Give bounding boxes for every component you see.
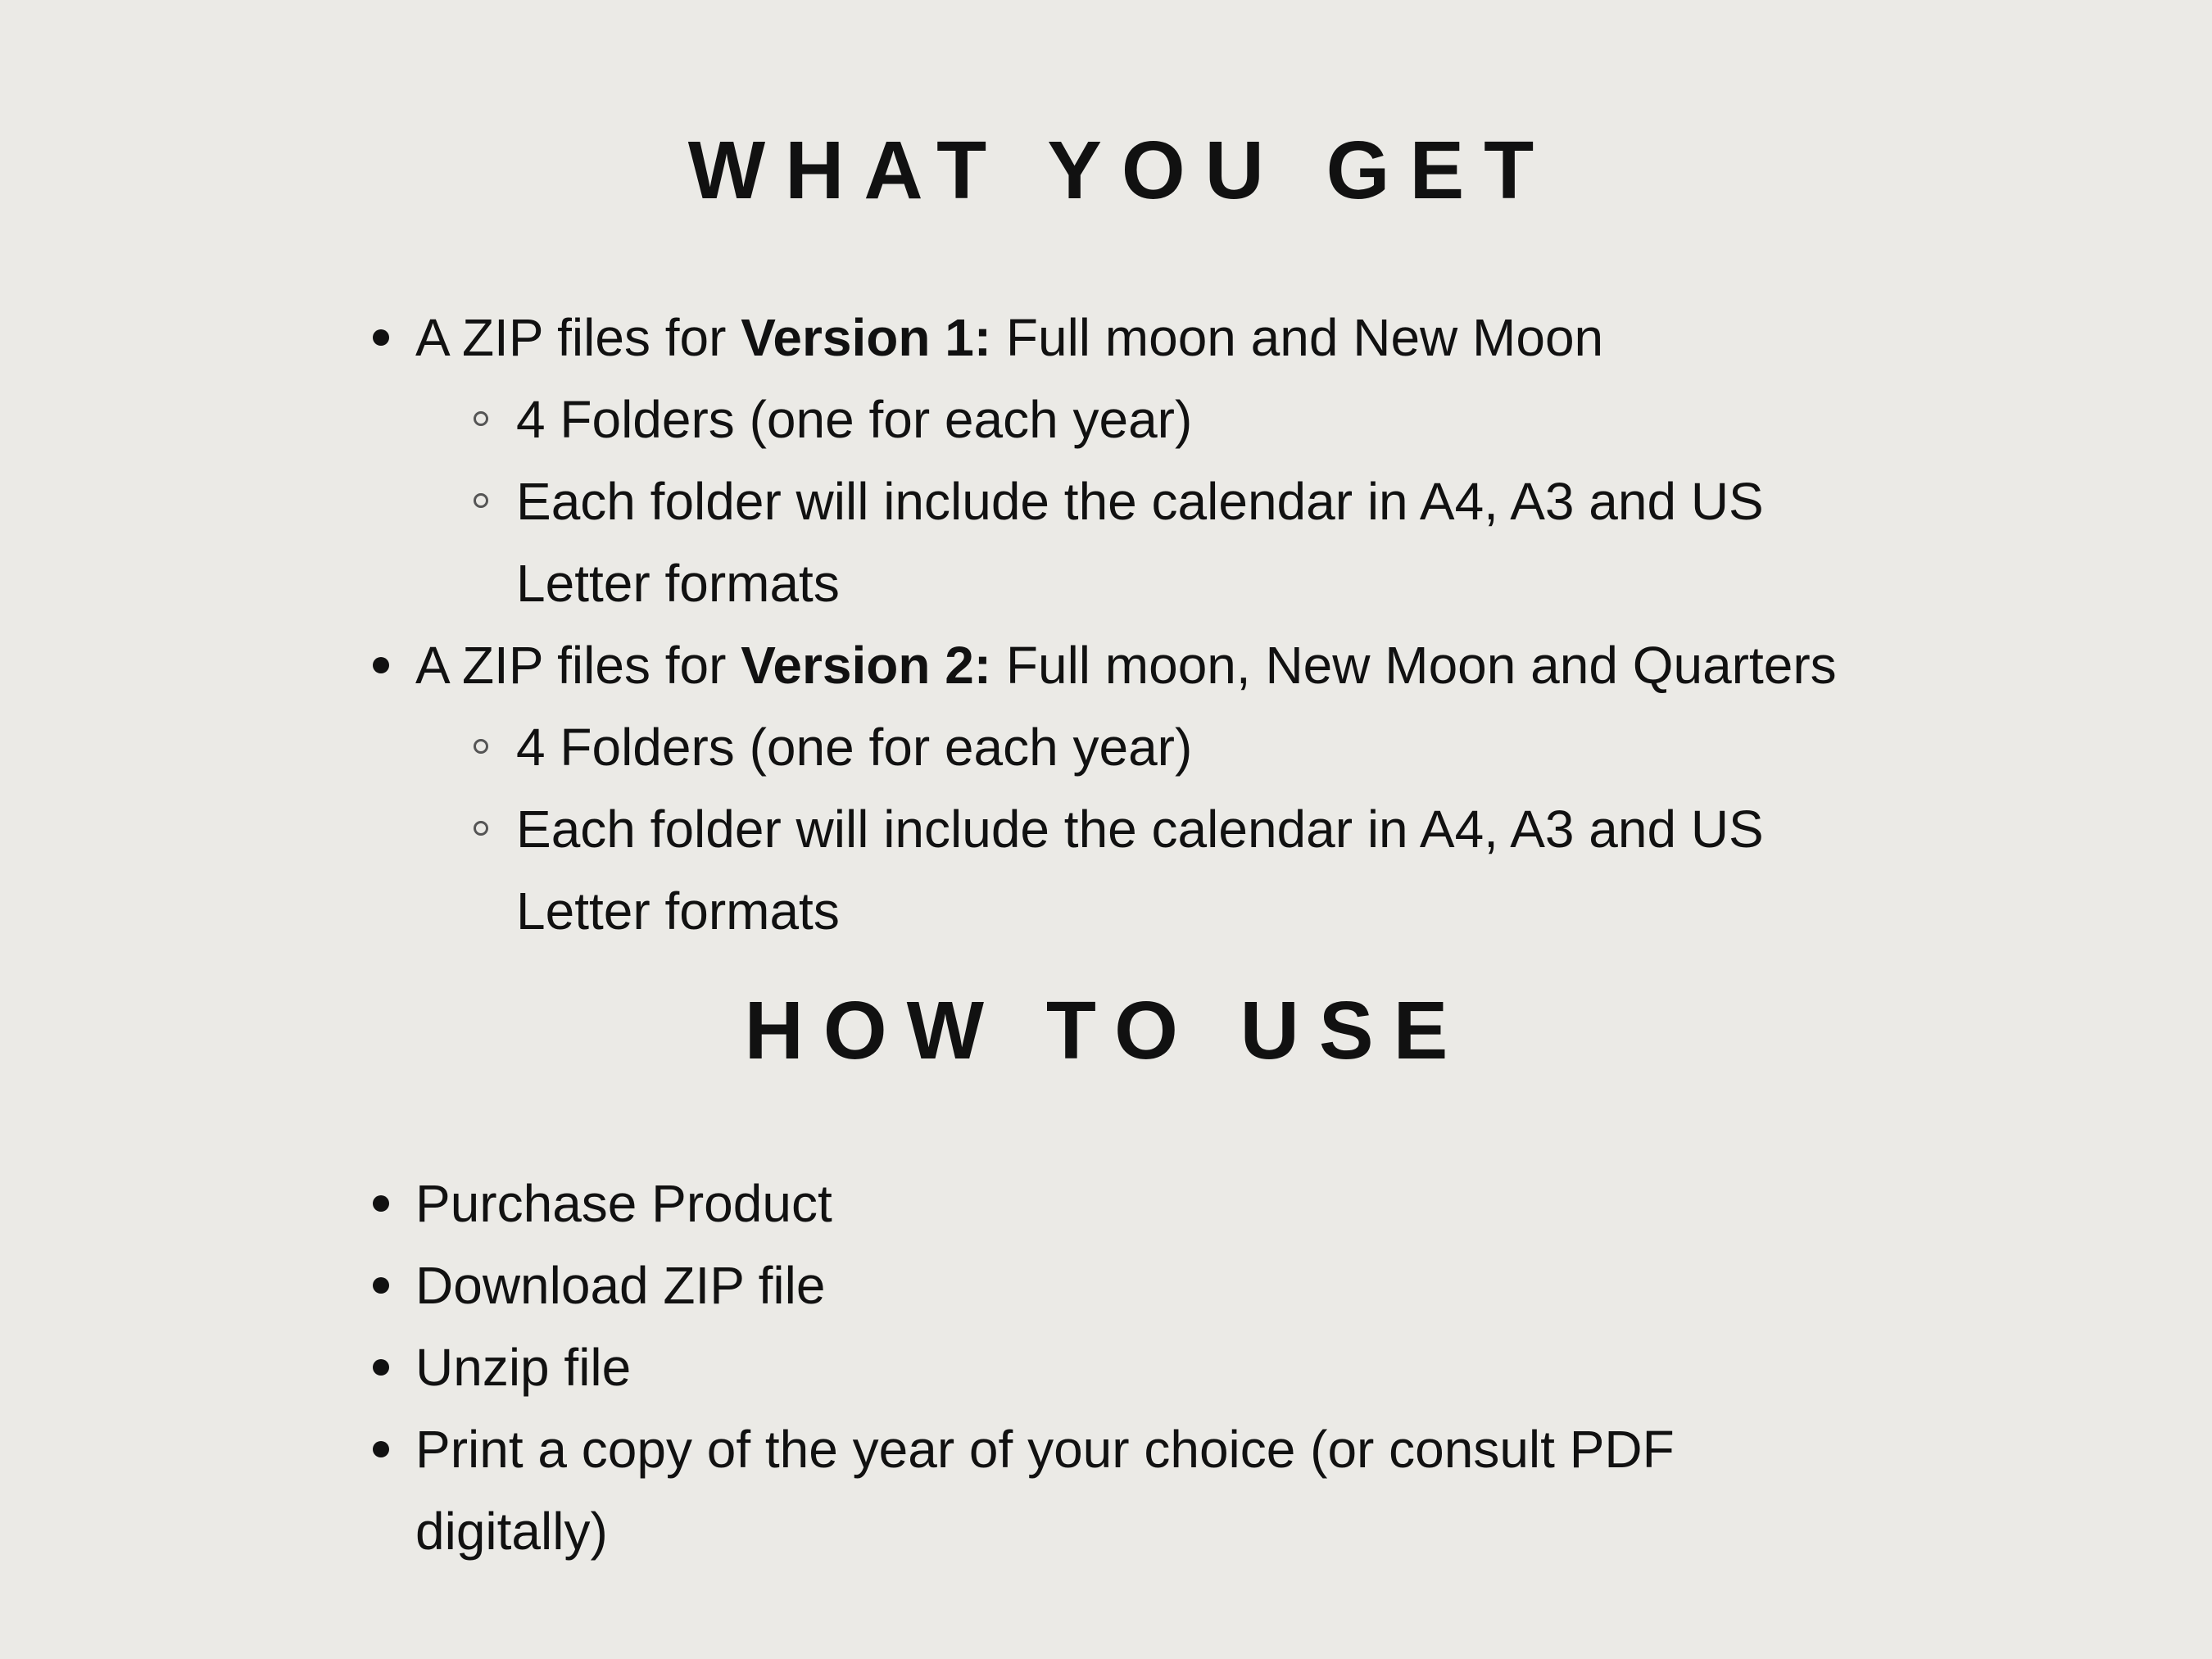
version-1-suffix: Full moon and New Moon <box>991 308 1604 367</box>
sub-item-v2-formats-line-2: Letter formats <box>516 882 840 941</box>
version-1-prefix: A ZIP files for <box>415 308 741 367</box>
bullet-dot-icon <box>373 657 389 673</box>
bullet-circle-icon <box>474 411 488 426</box>
how-to-use-heading: HOW TO USE <box>744 985 1468 1077</box>
bullet-dot-icon <box>373 329 389 346</box>
step-unzip: Unzip file <box>415 1338 632 1397</box>
bullet-circle-icon <box>474 739 488 754</box>
bullet-dot-icon <box>373 1359 389 1376</box>
bullet-circle-icon <box>474 821 488 836</box>
step-download: Download ZIP file <box>415 1256 826 1315</box>
step-print-line-2: digitally) <box>415 1502 608 1561</box>
list-item-version-1 <box>415 297 1603 378</box>
sub-item-v1-formats-line-2: Letter formats <box>516 554 840 613</box>
sub-item-v1-formats-line-1: Each folder will include the calendar in A4, A3 and US <box>516 472 1764 531</box>
list-item-version-2 <box>415 624 1837 706</box>
version-2-label: Version 2: <box>741 636 992 695</box>
sub-item-v2-formats-line-1: Each folder will include the calendar in A4, A3 and US <box>516 800 1764 859</box>
bullet-dot-icon <box>373 1195 389 1212</box>
version-1-label: Version 1: <box>741 308 992 367</box>
step-print-line-1: Print a copy of the year of your choice (or consult PDF <box>415 1420 1675 1479</box>
version-2-suffix: Full moon, New Moon and Quarters <box>991 636 1837 695</box>
bullet-dot-icon <box>373 1277 389 1294</box>
sub-item-v1-folders: 4 Folders (one for each year) <box>516 390 1193 449</box>
bullet-circle-icon <box>474 493 488 508</box>
step-purchase: Purchase Product <box>415 1174 832 1233</box>
version-2-prefix: A ZIP files for <box>415 636 741 695</box>
what-you-get-heading: WHAT YOU GET <box>687 125 1554 216</box>
sub-item-v2-folders: 4 Folders (one for each year) <box>516 718 1193 777</box>
bullet-dot-icon <box>373 1441 389 1457</box>
